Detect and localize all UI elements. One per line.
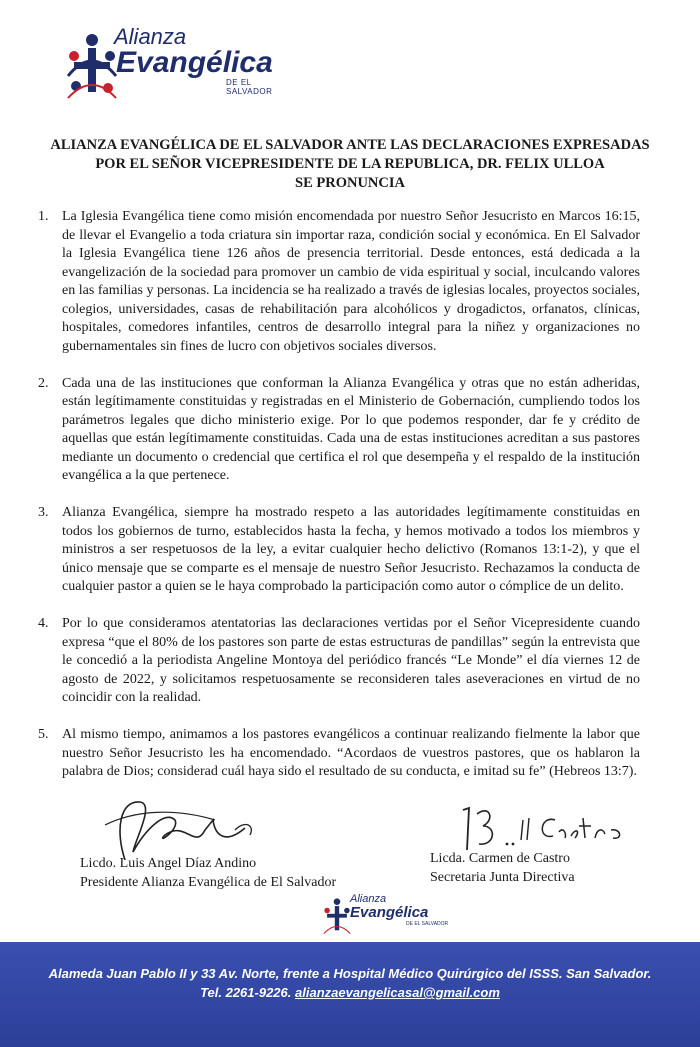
footer-bar [0,942,700,1047]
footer-phone: Tel. 2261-9226. [200,985,292,1000]
statement-item [38,208,640,356]
item-number: 2. [38,375,49,391]
signer-left-role: Presidente Alianza Evangélica de El Salvador [80,875,337,890]
logo-line-2: Evangélica [116,46,273,79]
item-text: Alianza Evangélica, siempre ha mostrado respeto a las autoridades legítimamente constituidas en todos los gobiernos de turno, establecidos hasta la fecha, y hemos motivado a todos los miembros y ministros a ser respetuosos de la ley, a evitar cualquier hecho delictivo (Romanos 13:1-2), y que el único mensaje que se comparte es el mensaje de nuestro Señor Jesucristo. Rechazamos la conducta de cualquier pastor a quien se le haya comprobado la participación como autor o cómplice de un delito. [62,505,640,594]
item-text: Cada una de las instituciones que conforman la Alianza Evangélica y otras que no están adheridas, están legítimamente constituidas y registradas en el Ministerio de Gobernación, cumpliendo todos los parámetros legales que dicho ministerio exige. Por lo que podemos responder, dar fe y crédito de aquellas que están legítimamente constituidas. Cada una de estas instituciones acreditan a sus pastores mediante un documento o credencial que certifica el rol que desempeña y el respaldo de la institución evangélica a la que pertenece. [62,375,640,483]
stamp-line-2: Evangélica [350,904,429,921]
header-logo [62,20,272,110]
signer-right-name: Licda. Carmen de Castro [430,851,570,866]
stamp-line-3: DE EL SALVADOR [406,921,449,927]
signature-right-image [455,800,635,855]
signature-block-left [80,854,336,892]
title-line-3: SE PRONUNCIA [295,175,405,191]
statement-list [38,208,640,800]
signer-right-role: Secretaria Junta Directiva [430,870,575,885]
logo-emblem-icon [62,26,122,106]
item-number: 5. [38,727,49,742]
statement-item [38,504,640,597]
item-number: 1. [38,209,49,224]
item-text: Al mismo tiempo, animamos a los pastores evangélicos a continuar realizando fielmente la labor que nuestro Señor Jesucristo les ha encomendado. “Acordaos de vuestros pastores, que os hablaron la palabra de Dios; considerad cuál haya sido el resultado de su conducta, e imitad su fe” (Hebreos 13:7). [62,727,640,779]
statement-item [38,726,640,782]
statement-item [38,375,640,486]
signature-block-right [430,849,575,887]
item-text: La Iglesia Evangélica tiene como misión encomendada por nuestro Señor Jesucristo en Marcos 16:15, de llevar el Evangelio a toda criatura sin importar raza, condición social y económica. En El Salvador la Iglesia Evangélica tiene 126 años de presencia territorial. Desde entonces, está dedicada a la evangelización de la sociedad para promover un cambio de vida espiritual y social, inculcando valores en las familias y personas. La incidencia se ha realizado a través de iglesias locales, proyectos sociales, colegios, universidades, casas de rehabilitación para alcohólicos y drogadictos, orfanatos, clínicas, hospitales, comedores infantiles, centros de desarrollo integral para la niñez y organizaciones no gubernamentales sin fines de lucro con objetivos sociales diversos. [62,209,640,354]
footer-contact [0,983,700,1002]
footer-address: Alameda Juan Pablo II y 33 Av. Norte, frente a Hospital Médico Quirúrgico del ISSS. San Salvador. [48,966,652,981]
logo-line-3: DE EL SALVADOR [226,78,273,96]
signer-left-name: Licdo. Luis Angel Díaz Andino [80,856,257,871]
item-number: 4. [38,616,49,631]
stamp-logo [320,892,460,942]
title-line-1: ALIANZA EVANGÉLICA DE EL SALVADOR ANTE LAS DECLARACIONES EXPRESADAS [50,137,650,153]
title-line-2: POR EL SEÑOR VICEPRESIDENTE DE LA REPUBLICA, DR. FELIX ULLOA [95,156,605,172]
item-text: Por lo que consideramos atentatorias las declaraciones vertidas por el Señor Vicepresidente cuando expresa “que el 80% de los pastores son parte de estas estructuras de pandillas” según la entrevista que le concedió a la periodista Angeline Montoya del periódico francés “Le Monde” el día viernes 12 de agosto de 2022, y solicitamos respetuosamente se reconsideren tales aseveraciones en virtud de no coincidir con la realidad. [62,616,640,705]
logo-line-1: Alianza [114,24,187,49]
document-title [40,136,660,193]
statement-item [38,615,640,708]
stamp-emblem-icon [320,894,354,938]
item-number: 3. [38,505,49,520]
footer-email-link[interactable]: alianzaevangelicasal@gmail.com [295,985,500,1000]
stamp-line-1: Alianza [350,893,387,905]
